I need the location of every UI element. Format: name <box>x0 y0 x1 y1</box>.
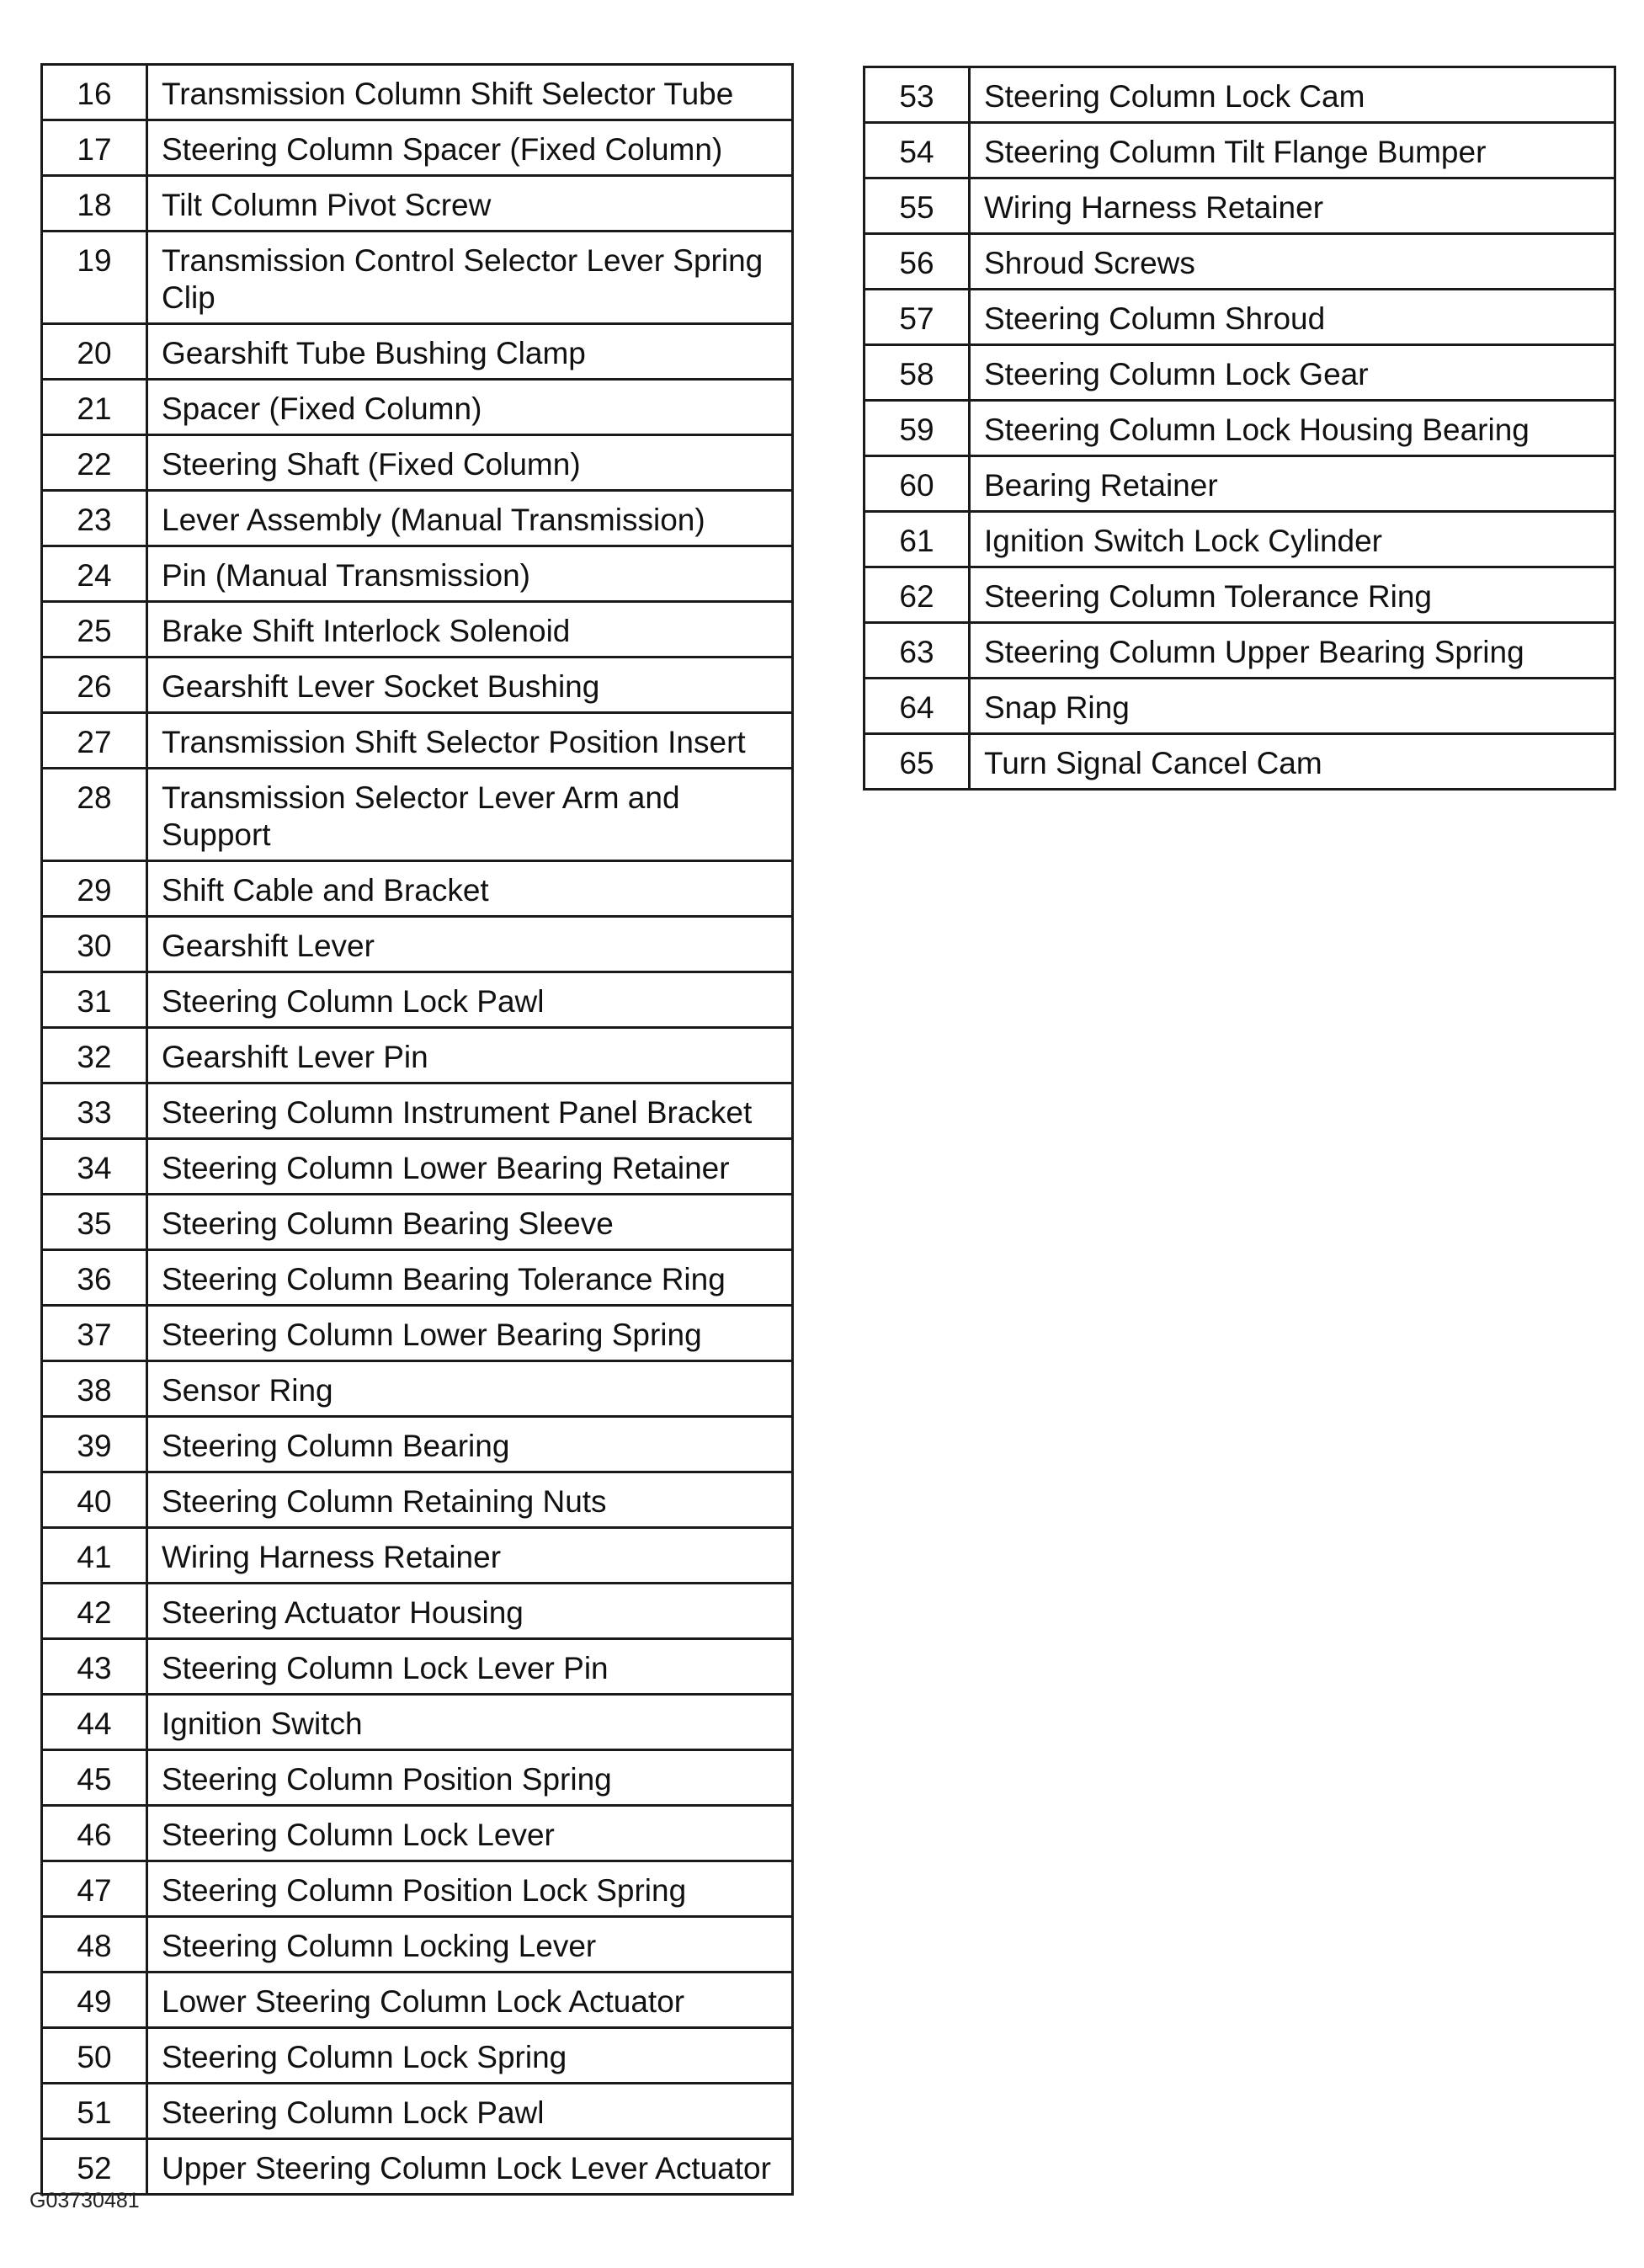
table-row <box>42 1361 793 1417</box>
part-description: Steering Column Lower Bearing Spring <box>147 1306 793 1361</box>
table-row <box>42 861 793 917</box>
part-description: Steering Column Lock Spring <box>147 2028 793 2084</box>
part-description: Upper Steering Column Lock Lever Actuator <box>147 2139 793 2195</box>
table-row <box>42 435 793 491</box>
table-row <box>42 1195 793 1250</box>
table-row <box>42 1472 793 1528</box>
table-row <box>42 1306 793 1361</box>
part-number: 52 <box>42 2139 147 2195</box>
part-number: 37 <box>42 1306 147 1361</box>
part-description: Transmission Selector Lever Arm and Support <box>147 769 793 861</box>
table-row <box>42 1917 793 1973</box>
table-row <box>865 567 1615 623</box>
part-description: Lower Steering Column Lock Actuator <box>147 1973 793 2028</box>
part-description: Wiring Harness Retainer <box>147 1528 793 1584</box>
table-row <box>865 290 1615 345</box>
table-row <box>42 917 793 972</box>
part-description: Steering Column Upper Bearing Spring <box>970 623 1615 679</box>
part-number: 46 <box>42 1806 147 1861</box>
table-row <box>865 734 1615 790</box>
part-number: 47 <box>42 1861 147 1917</box>
part-number: 29 <box>42 861 147 917</box>
part-description: Steering Column Spacer (Fixed Column) <box>147 120 793 176</box>
part-number: 33 <box>42 1083 147 1139</box>
table-row <box>865 679 1615 734</box>
table-row <box>42 1639 793 1695</box>
part-description: Steering Column Tolerance Ring <box>970 567 1615 623</box>
part-number: 50 <box>42 2028 147 2084</box>
table-row <box>865 234 1615 290</box>
part-number: 34 <box>42 1139 147 1195</box>
part-number: 17 <box>42 120 147 176</box>
part-description: Pin (Manual Transmission) <box>147 546 793 602</box>
part-number: 55 <box>865 178 970 234</box>
part-number: 54 <box>865 123 970 178</box>
table-row <box>42 1083 793 1139</box>
part-description: Steering Actuator Housing <box>147 1584 793 1639</box>
table-row <box>42 1584 793 1639</box>
table-row <box>42 232 793 324</box>
part-description: Steering Column Position Spring <box>147 1750 793 1806</box>
part-number: 65 <box>865 734 970 790</box>
table-row <box>42 491 793 546</box>
parts-legend-table-left <box>40 63 794 2196</box>
part-number: 53 <box>865 67 970 123</box>
part-description: Brake Shift Interlock Solenoid <box>147 602 793 658</box>
table-row <box>42 2139 793 2195</box>
table-row <box>42 1806 793 1861</box>
table-row <box>42 2028 793 2084</box>
figure-code: G03730481 <box>29 2189 140 2212</box>
part-number: 62 <box>865 567 970 623</box>
part-number: 43 <box>42 1639 147 1695</box>
part-description: Steering Column Lock Lever <box>147 1806 793 1861</box>
table-row <box>42 120 793 176</box>
part-description: Shroud Screws <box>970 234 1615 290</box>
part-number: 56 <box>865 234 970 290</box>
part-number: 49 <box>42 1973 147 2028</box>
part-number: 25 <box>42 602 147 658</box>
part-number: 45 <box>42 1750 147 1806</box>
part-number: 31 <box>42 972 147 1028</box>
part-number: 44 <box>42 1695 147 1750</box>
table-row <box>42 713 793 769</box>
part-number: 61 <box>865 512 970 567</box>
part-description: Transmission Shift Selector Position Insert <box>147 713 793 769</box>
part-number: 21 <box>42 380 147 435</box>
part-description: Gearshift Lever Pin <box>147 1028 793 1083</box>
part-description: Transmission Column Shift Selector Tube <box>147 65 793 120</box>
part-description: Steering Column Lock Pawl <box>147 972 793 1028</box>
part-number: 64 <box>865 679 970 734</box>
part-description: Steering Column Tilt Flange Bumper <box>970 123 1615 178</box>
part-description: Gearshift Lever Socket Bushing <box>147 658 793 713</box>
part-number: 42 <box>42 1584 147 1639</box>
part-description: Steering Column Retaining Nuts <box>147 1472 793 1528</box>
part-description: Steering Column Position Lock Spring <box>147 1861 793 1917</box>
table-row <box>42 602 793 658</box>
part-number: 40 <box>42 1472 147 1528</box>
table-row <box>42 658 793 713</box>
table-row <box>865 401 1615 456</box>
part-description: Ignition Switch <box>147 1695 793 1750</box>
table-row <box>42 1695 793 1750</box>
table-row <box>42 769 793 861</box>
table-row <box>42 1973 793 2028</box>
part-number: 27 <box>42 713 147 769</box>
part-number: 26 <box>42 658 147 713</box>
part-description: Gearshift Lever <box>147 917 793 972</box>
part-description: Steering Column Lock Cam <box>970 67 1615 123</box>
table-row <box>42 176 793 232</box>
part-number: 39 <box>42 1417 147 1472</box>
table-row <box>42 1528 793 1584</box>
part-number: 38 <box>42 1361 147 1417</box>
part-number: 36 <box>42 1250 147 1306</box>
part-description: Steering Column Lower Bearing Retainer <box>147 1139 793 1195</box>
table-row <box>42 1861 793 1917</box>
part-number: 63 <box>865 623 970 679</box>
table-row <box>42 1750 793 1806</box>
table-row <box>42 972 793 1028</box>
part-description: Gearshift Tube Bushing Clamp <box>147 324 793 380</box>
part-description: Steering Shaft (Fixed Column) <box>147 435 793 491</box>
part-description: Steering Column Lock Gear <box>970 345 1615 401</box>
part-number: 35 <box>42 1195 147 1250</box>
table-row <box>865 623 1615 679</box>
part-number: 28 <box>42 769 147 861</box>
part-description: Spacer (Fixed Column) <box>147 380 793 435</box>
part-description: Ignition Switch Lock Cylinder <box>970 512 1615 567</box>
table-row <box>42 1139 793 1195</box>
part-number: 23 <box>42 491 147 546</box>
part-description: Steering Column Lock Housing Bearing <box>970 401 1615 456</box>
table-row <box>42 1028 793 1083</box>
part-description: Sensor Ring <box>147 1361 793 1417</box>
part-number: 18 <box>42 176 147 232</box>
part-description: Tilt Column Pivot Screw <box>147 176 793 232</box>
table-row <box>865 512 1615 567</box>
table-row <box>42 1250 793 1306</box>
part-description: Lever Assembly (Manual Transmission) <box>147 491 793 546</box>
part-number: 20 <box>42 324 147 380</box>
table-row <box>42 324 793 380</box>
part-description: Bearing Retainer <box>970 456 1615 512</box>
part-description: Steering Column Instrument Panel Bracket <box>147 1083 793 1139</box>
part-description: Shift Cable and Bracket <box>147 861 793 917</box>
part-description: Steering Column Lock Pawl <box>147 2084 793 2139</box>
table-row <box>42 2084 793 2139</box>
part-number: 30 <box>42 917 147 972</box>
part-description: Steering Column Locking Lever <box>147 1917 793 1973</box>
table-row <box>865 67 1615 123</box>
table-row <box>865 456 1615 512</box>
part-number: 51 <box>42 2084 147 2139</box>
part-number: 24 <box>42 546 147 602</box>
part-number: 58 <box>865 345 970 401</box>
part-description: Steering Column Lock Lever Pin <box>147 1639 793 1695</box>
part-description: Transmission Control Selector Lever Spring Clip <box>147 232 793 324</box>
table-row <box>865 123 1615 178</box>
part-number: 19 <box>42 232 147 324</box>
table-row <box>865 345 1615 401</box>
part-description: Turn Signal Cancel Cam <box>970 734 1615 790</box>
table-row <box>42 380 793 435</box>
part-number: 32 <box>42 1028 147 1083</box>
part-number: 59 <box>865 401 970 456</box>
part-description: Steering Column Bearing <box>147 1417 793 1472</box>
part-description: Steering Column Shroud <box>970 290 1615 345</box>
part-number: 22 <box>42 435 147 491</box>
table-row <box>865 178 1615 234</box>
table-row <box>42 546 793 602</box>
part-number: 16 <box>42 65 147 120</box>
part-number: 48 <box>42 1917 147 1973</box>
part-description: Wiring Harness Retainer <box>970 178 1615 234</box>
part-number: 60 <box>865 456 970 512</box>
part-description: Snap Ring <box>970 679 1615 734</box>
part-number: 57 <box>865 290 970 345</box>
parts-legend-table-right <box>863 66 1616 791</box>
table-row <box>42 65 793 120</box>
part-number: 41 <box>42 1528 147 1584</box>
table-row <box>42 1417 793 1472</box>
part-description: Steering Column Bearing Tolerance Ring <box>147 1250 793 1306</box>
part-description: Steering Column Bearing Sleeve <box>147 1195 793 1250</box>
